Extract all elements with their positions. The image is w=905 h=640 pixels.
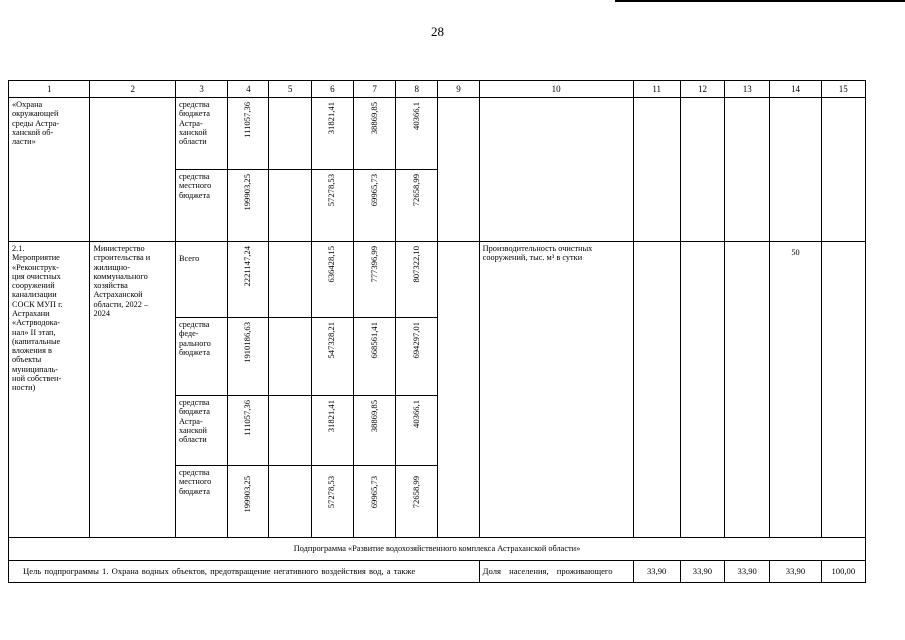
value-cell-c13: 33,90 <box>725 561 770 583</box>
funding-source-cell: средства феде- рального бюджета <box>175 318 227 396</box>
indicator-cell <box>479 98 633 242</box>
header-row <box>9 81 866 98</box>
value-cell-c4: 111057,36 <box>228 98 269 170</box>
value-cell-c5 <box>269 170 311 242</box>
value-cell-c12 <box>680 98 724 242</box>
value-cell-c4: 199903,25 <box>228 170 269 242</box>
value-cell-c15 <box>821 242 865 538</box>
value-cell-c5 <box>269 466 311 538</box>
value-cell-c5 <box>269 98 311 170</box>
value-cell-c4: 199903,25 <box>228 466 269 538</box>
funding-source-cell: средства местного бюджета <box>175 466 227 538</box>
value-cell-c9 <box>438 242 479 538</box>
value-cell-c7: 69965,73 <box>353 466 395 538</box>
funding-source-cell: средства бюджета Астра- ханской области <box>175 98 227 170</box>
value-cell-c5 <box>269 318 311 396</box>
value-cell-c13 <box>725 98 770 242</box>
value-cell-c8: 40366,1 <box>396 396 438 466</box>
value-cell-c6: 57278,53 <box>311 466 353 538</box>
value-cell-c11: 33,90 <box>633 561 680 583</box>
value-cell-c4: 111057,36 <box>228 396 269 466</box>
value-cell-c14: 50 <box>770 242 821 538</box>
header-cell: 9 <box>438 81 479 98</box>
value-cell-c5 <box>269 396 311 466</box>
value-cell-c11 <box>633 98 680 242</box>
value-cell-c6: 31821,41 <box>311 396 353 466</box>
header-cell: 10 <box>479 81 633 98</box>
value-cell-c13 <box>725 242 770 538</box>
funding-source-cell: средства местного бюджета <box>175 170 227 242</box>
value-cell-c4: 1910186,63 <box>228 318 269 396</box>
value-cell-c7: 69965,73 <box>353 170 395 242</box>
value-cell-c4: 2221147,24 <box>228 242 269 318</box>
value-cell-c8: 40366,1 <box>396 98 438 170</box>
goal-row <box>9 561 866 583</box>
funding-source-cell: Всего <box>175 242 227 318</box>
header-cell: 12 <box>680 81 724 98</box>
value-cell-c7: 38869,85 <box>353 98 395 170</box>
value-cell-c6: 547328,21 <box>311 318 353 396</box>
value-cell-c8: 72658,99 <box>396 170 438 242</box>
header-cell: 15 <box>821 81 865 98</box>
value-cell-c11 <box>633 242 680 538</box>
header-cell: 6 <box>311 81 353 98</box>
value-cell-c6: 636428,15 <box>311 242 353 318</box>
goal-indicator: Доля населения, проживающего <box>479 561 633 583</box>
value-cell-c8: 72658,99 <box>396 466 438 538</box>
value-cell-c15: 100,00 <box>821 561 865 583</box>
table-row <box>9 242 866 318</box>
executor-cell: Министерство строительства и жилищно- коммунального хозяйства Астраханской области, 2022 – 2024 <box>90 242 175 538</box>
indicator-cell: Производительность очистных сооружений, тыс. м³ в сутки <box>479 242 633 538</box>
value-cell-c9 <box>438 98 479 242</box>
value-cell-c5 <box>269 242 311 318</box>
value-cell-c15 <box>821 98 865 242</box>
measure-name-cell: 2.1. Мероприятие «Реконструк- ция очистных сооружений канализации СОСК МУП г. Астрахани «Астрводока- нал» II этап, (капитальные вложения в объекты муниципаль- ной собствен- ности) <box>9 242 90 538</box>
header-cell: 14 <box>770 81 821 98</box>
value-cell-c14: 33,90 <box>770 561 821 583</box>
table-row <box>9 98 866 170</box>
value-cell-c7: 777396,99 <box>353 242 395 318</box>
header-cell: 2 <box>90 81 175 98</box>
value-cell-c7: 38869,85 <box>353 396 395 466</box>
program-name-cell: «Охрана окружающей среды Астра- ханской об- ласти» <box>9 98 90 242</box>
value-cell-c8: 694297,01 <box>396 318 438 396</box>
top-rule <box>615 0 905 2</box>
value-cell-c8: 807322,10 <box>396 242 438 318</box>
value-cell-c6: 31821,41 <box>311 98 353 170</box>
header-cell: 8 <box>396 81 438 98</box>
header-cell: 3 <box>175 81 227 98</box>
subprogram-title: Подпрограмма «Развитие водохозяйственного комплекса Астраханской области» <box>9 538 866 561</box>
header-cell: 11 <box>633 81 680 98</box>
executor-cell <box>90 98 175 242</box>
page-number: 28 <box>431 24 444 39</box>
goal-text: Цель подпрограммы 1. Охрана водных объектов, предотвращение негативного воздействия вод, а также <box>9 561 480 583</box>
value-cell-c6: 57278,53 <box>311 170 353 242</box>
program-table <box>8 80 866 583</box>
value-cell-c7: 668561,41 <box>353 318 395 396</box>
header-cell: 5 <box>269 81 311 98</box>
value-cell-c12: 33,90 <box>680 561 724 583</box>
funding-source-cell: средства бюджета Астра- ханской области <box>175 396 227 466</box>
header-cell: 13 <box>725 81 770 98</box>
subprogram-row <box>9 538 866 561</box>
header-cell: 4 <box>228 81 269 98</box>
header-cell: 1 <box>9 81 90 98</box>
value-cell-c12 <box>680 242 724 538</box>
value-cell-c14 <box>770 98 821 242</box>
header-cell: 7 <box>353 81 395 98</box>
